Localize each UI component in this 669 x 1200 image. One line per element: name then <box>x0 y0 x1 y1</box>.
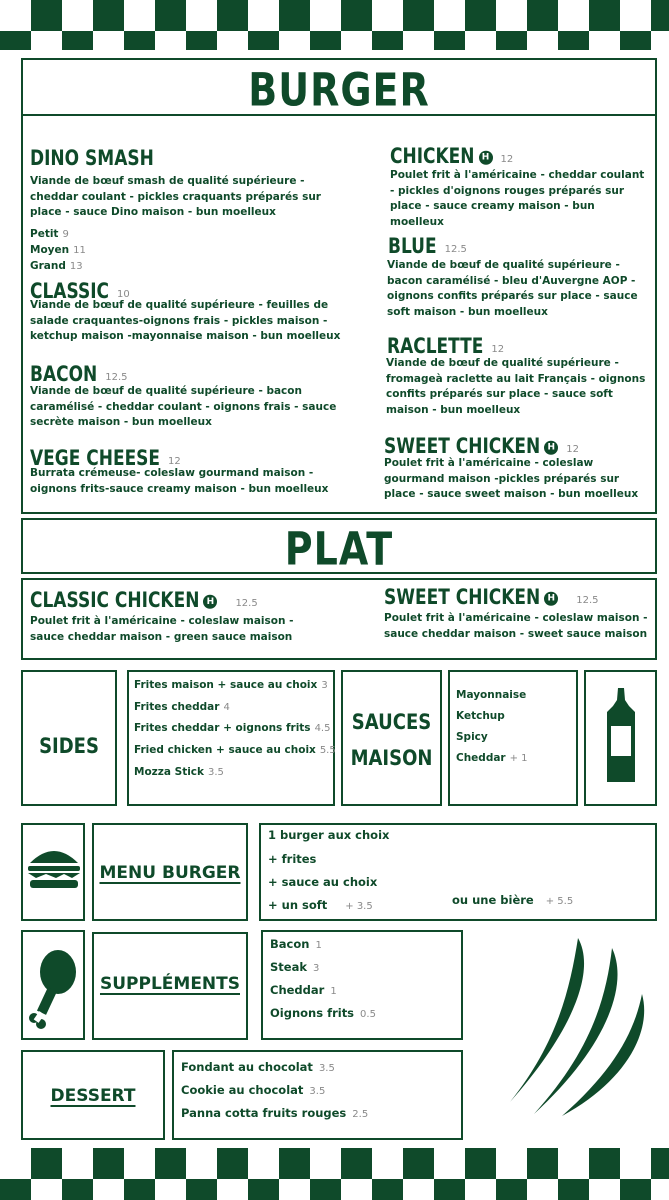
sides-title: SIDES <box>39 733 99 760</box>
item-raclette-desc: Viande de bœuf de qualité supérieure - fromageà raclette au lait Français - oignons confits préparés sur place - sauce soft maison - bun moelleux <box>386 357 646 416</box>
chicken-leg-icon <box>28 946 80 1030</box>
menu-burger-line: + sauce au choix <box>268 875 378 889</box>
plat-section-title: PLAT <box>284 522 394 576</box>
plat-classic-chicken-desc: Poulet frit à l'américaine - coleslaw maison - sauce cheddar maison - green sauce maison <box>30 615 294 643</box>
supplement-item: Oignons frits 0.5 <box>270 1006 376 1020</box>
dessert-title-box <box>21 1050 165 1140</box>
sauce-bottle-icon <box>601 686 641 786</box>
item-bacon-desc: Viande de bœuf de qualité supérieure - bacon caramélisé - cheddar coulant - oignons frais - sauce secrète maison - bun moelleux <box>30 385 337 428</box>
top-checker-border <box>0 0 669 50</box>
menu-burger-soft: + un soft + 3.5 <box>268 898 373 912</box>
item-blue-name: BLUE 12.5 <box>388 234 467 259</box>
item-raclette-name: RACLETTE 12 <box>387 334 505 359</box>
item-vege-cheese-name: VEGE CHEESE 12 <box>30 446 181 471</box>
plat-sweet-chicken-name: SWEET CHICKEN H 12.5 <box>384 585 599 610</box>
sides-item: Fried chicken + sauce au choix 5.5 <box>134 744 336 756</box>
supplement-item: Cheddar 1 <box>270 983 337 997</box>
sides-item: Mozza Stick 3.5 <box>134 766 224 778</box>
burger-icon <box>26 845 82 889</box>
burger-header <box>21 58 657 116</box>
item-blue-desc: Viande de bœuf de qualité supérieure - bacon caramélisé - bleu d'Auvergne AOP - oignons confits préparés sur place - sauce soft maison - bun moelleux <box>387 259 638 318</box>
sauces-title-line2: MAISON <box>350 745 433 772</box>
sides-item: Frites maison + sauce au choix 3 <box>134 679 328 691</box>
item-dino-smash-name: DINO SMASH <box>30 146 154 171</box>
plat-sweet-chicken-desc: Poulet frit à l'américaine - coleslaw maison - sauce cheddar maison - sweet sauce maison <box>384 612 648 640</box>
item-sweet-chicken-name: SWEET CHICKEN H 12 <box>384 434 579 459</box>
halal-badge-icon: H <box>544 592 558 606</box>
supplement-item: Steak 3 <box>270 960 320 974</box>
sauce-item: Spicy <box>456 731 488 743</box>
plat-classic-chicken-name: CLASSIC CHICKEN H 12.5 <box>30 588 258 613</box>
bottom-checker-border <box>0 1148 669 1200</box>
claw-marks-icon <box>500 930 650 1120</box>
item-dino-smash-desc: Viande de bœuf smash de qualité supérieure - cheddar coulant - pickles craquants préparés sur place - sauce Dino maison - bun moelleux <box>30 175 321 218</box>
menu-burger-title-box <box>92 823 248 921</box>
dessert-title: DESSERT <box>50 1086 136 1106</box>
halal-badge-icon: H <box>479 151 493 165</box>
item-bacon-name: BACON 12.5 <box>30 362 128 387</box>
dino-size-petit: Petit 9 <box>30 228 69 240</box>
item-classic-desc: Viande de bœuf de qualité supérieure - feuilles de salade craquantes-oignons frais - pickles maison - ketchup maison -mayonnaise maison - bun moelleux <box>30 299 341 342</box>
sauce-item: Mayonnaise <box>456 689 527 701</box>
burger-section-title: BURGER <box>248 63 430 117</box>
halal-badge-icon: H <box>203 595 217 609</box>
halal-badge-icon: H <box>544 441 558 455</box>
sauces-title-box <box>341 670 442 806</box>
menu-burger-line: 1 burger aux choix <box>268 828 390 842</box>
sauce-item: Ketchup <box>456 710 505 722</box>
item-vege-cheese-desc: Burrata crémeuse- coleslaw gourmand maison - oignons frits-sauce creamy maison - bun moelleux <box>30 467 329 495</box>
dino-size-grand: Grand 13 <box>30 260 83 272</box>
sides-title-box <box>21 670 117 806</box>
item-chicken-desc: Poulet frit à l'américaine - cheddar coulant - pickles d'oignons rouges préparés sur place - sauce creamy maison - bun moelleux <box>390 169 645 228</box>
supplement-item: Bacon 1 <box>270 937 322 951</box>
supplements-icon-box <box>21 930 85 1040</box>
item-chicken-name: CHICKEN H 12 <box>390 144 514 169</box>
dessert-item: Fondant au chocolat 3.5 <box>181 1060 335 1074</box>
sides-item: Frites cheddar 4 <box>134 701 230 713</box>
sauce-bottle-box <box>584 670 657 806</box>
dessert-item: Panna cotta fruits rouges 2.5 <box>181 1106 369 1120</box>
menu-burger-line: + frites <box>268 852 317 866</box>
item-sweet-chicken-desc: Poulet frit à l'américaine - coleslaw gourmand maison -pickles préparés sur place - sauce sweet maison - bun moelleux <box>384 457 639 500</box>
item-classic-name: CLASSIC 10 <box>30 279 130 304</box>
sides-item: Frites cheddar + oignons frits 4.5 <box>134 722 331 734</box>
plat-header <box>21 518 657 574</box>
supplements-title-box <box>92 932 248 1040</box>
menu-burger-icon-box <box>21 823 85 921</box>
dessert-item: Cookie au chocolat 3.5 <box>181 1083 326 1097</box>
sauce-item: Cheddar + 1 <box>456 752 528 764</box>
menu-burger-title: MENU BURGER <box>99 863 241 883</box>
supplements-title: SUPPLÉMENTS <box>99 974 240 994</box>
dino-size-moyen: Moyen 11 <box>30 244 86 256</box>
sauces-title-line1: SAUCES <box>351 709 432 736</box>
menu-burger-beer: ou une bière + 5.5 <box>452 893 574 907</box>
